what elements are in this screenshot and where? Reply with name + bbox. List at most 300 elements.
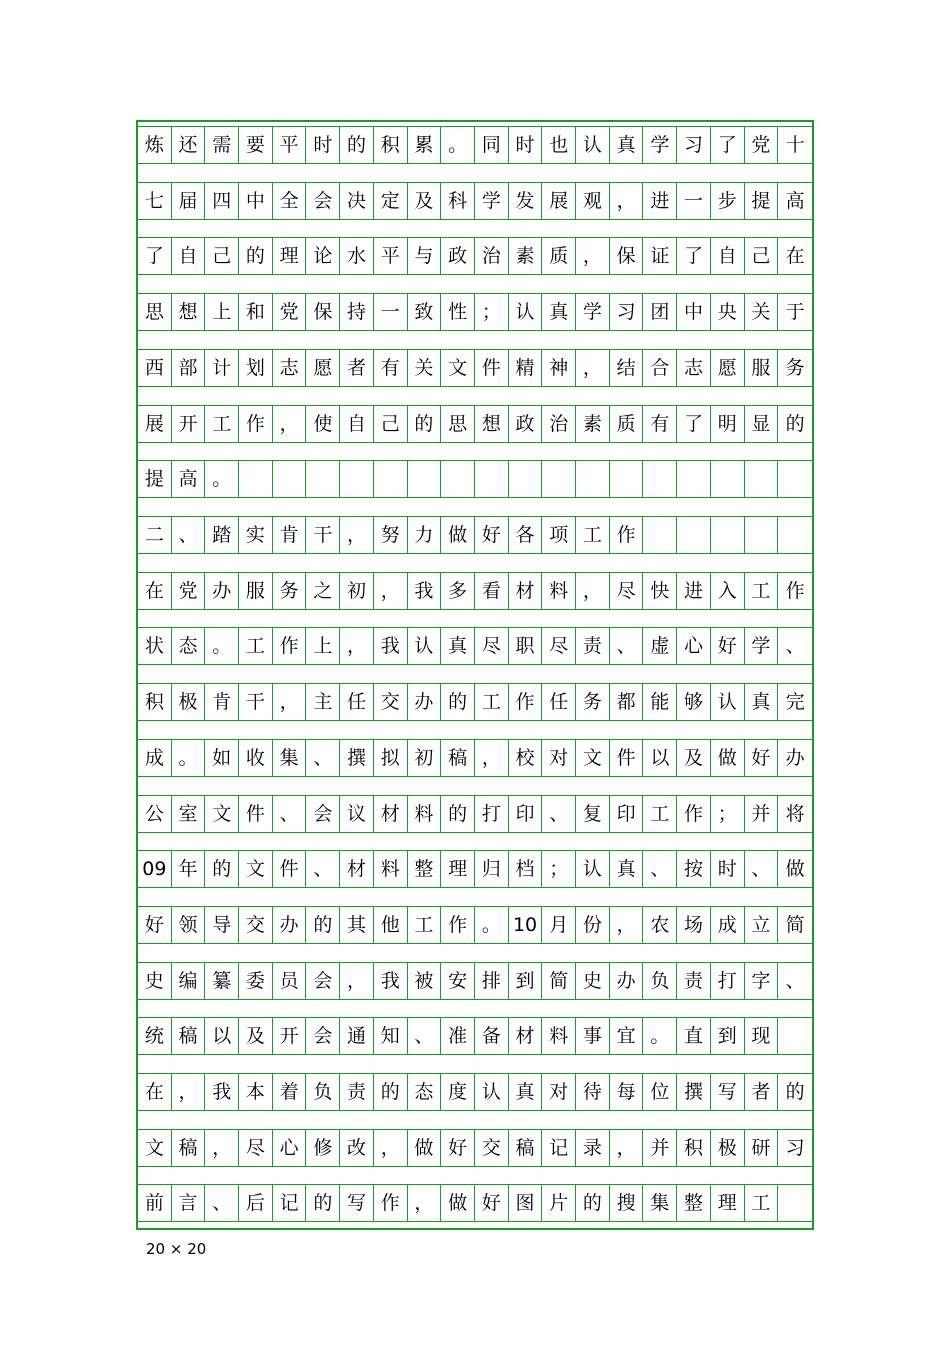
grid-cell: 对 <box>542 740 576 776</box>
grid-cell: 交 <box>374 684 408 720</box>
grid-cell: 及 <box>408 183 442 219</box>
grid-cell: 科 <box>441 183 475 219</box>
grid-cell: 平 <box>273 127 307 163</box>
grid-cell: 事 <box>576 1018 610 1054</box>
grid-cell <box>610 461 644 497</box>
grid-cell: 上 <box>205 294 239 330</box>
grid-cell: 任 <box>340 684 374 720</box>
grid-cell: 极 <box>172 684 206 720</box>
grid-cell: 并 <box>745 796 779 832</box>
grid-cell: 稿 <box>172 1130 206 1166</box>
grid-cell: 党 <box>745 127 779 163</box>
grid-cell: 修 <box>307 1130 341 1166</box>
grid-cell: 做 <box>785 858 805 880</box>
grid-cell: 、 <box>542 796 576 832</box>
grid-cell: 时 <box>509 127 543 163</box>
grid-cell: 心 <box>677 628 711 664</box>
grid-row <box>138 1073 812 1111</box>
grid-cell: 。 <box>644 1018 678 1054</box>
grid-row <box>138 126 812 164</box>
grid-cell: 自 <box>340 406 374 442</box>
grid-cell: 、 <box>745 851 779 887</box>
grid-cell <box>677 517 711 553</box>
grid-cell: 有 <box>644 406 678 442</box>
grid-cell: 以 <box>205 1018 239 1054</box>
grid-cell: ， <box>610 183 644 219</box>
grid-cell: 真 <box>509 1074 543 1110</box>
grid-cell: 二 <box>138 517 172 553</box>
grid-cell: 结 <box>610 350 644 386</box>
grid-cell: 印 <box>610 796 644 832</box>
grid-cell: 学 <box>576 294 610 330</box>
grid-cell: 我 <box>374 963 408 999</box>
grid-cell: 10 <box>509 907 543 943</box>
grid-cell: 文 <box>441 350 475 386</box>
grid-cell: 。 <box>475 907 509 943</box>
grid-cell: 工 <box>644 796 678 832</box>
grid-cell: 工 <box>576 517 610 553</box>
grid-cell: 各 <box>509 517 543 553</box>
grid-cell: ， <box>340 963 374 999</box>
grid-row <box>138 739 812 777</box>
grid-cell: 宜 <box>610 1018 644 1054</box>
grid-cell: 务 <box>576 684 610 720</box>
grid-cell: ， <box>576 573 610 609</box>
grid-cell: 提 <box>138 461 172 497</box>
grid-cell <box>745 517 779 553</box>
grid-cell: 思 <box>138 294 172 330</box>
grid-cell: 定 <box>374 183 408 219</box>
grid-cell: 收 <box>239 740 273 776</box>
grid-cell: 编 <box>172 963 206 999</box>
grid-cell: 务 <box>273 573 307 609</box>
grid-cell: 的 <box>239 238 273 274</box>
grid-cell: 的 <box>408 406 442 442</box>
grid-row <box>138 962 812 1000</box>
grid-cell: 全 <box>273 183 307 219</box>
grid-cell: ， <box>408 1185 442 1221</box>
grid-cell: 者 <box>340 350 374 386</box>
grid-cell: 纂 <box>205 963 239 999</box>
grid-cell: 到 <box>711 1018 745 1054</box>
grid-cell: 料 <box>542 573 576 609</box>
grid-cell: 志 <box>273 350 307 386</box>
grid-cell: 安 <box>441 963 475 999</box>
grid-cell: 致 <box>408 294 442 330</box>
grid-cell: 真 <box>610 851 644 887</box>
grid-cell: 志 <box>677 350 711 386</box>
grid-cell: 四 <box>205 183 239 219</box>
grid-cell: 工 <box>205 406 239 442</box>
grid-cell: 愿 <box>711 350 745 386</box>
grid-cell: 每 <box>610 1074 644 1110</box>
grid-cell: 提 <box>745 183 779 219</box>
grid-cell: 做 <box>711 740 745 776</box>
grid-cell: 学 <box>475 183 509 219</box>
grid-cell: 图 <box>509 1185 543 1221</box>
grid-cell: 发 <box>509 183 543 219</box>
grid-cell: ； <box>711 796 745 832</box>
grid-cell: ， <box>205 1130 239 1166</box>
grid-cell: 政 <box>441 238 475 274</box>
grid-cell: 真 <box>441 628 475 664</box>
grid-cell: 工 <box>475 684 509 720</box>
grid-cell: 直 <box>677 1018 711 1054</box>
grid-cell: 件 <box>239 796 273 832</box>
grid-cell: 、 <box>205 1185 239 1221</box>
grid-cell: 态 <box>172 628 206 664</box>
grid-cell: 成 <box>711 907 745 943</box>
grid-cell: 。 <box>205 628 239 664</box>
grid-cell: ， <box>576 350 610 386</box>
grid-cell: 精 <box>509 350 543 386</box>
grid-cell: 后 <box>239 1185 273 1221</box>
grid-cell: 治 <box>542 406 576 442</box>
grid-cell: 工 <box>745 573 779 609</box>
grid-cell: 认 <box>711 684 745 720</box>
grid-cell: 料 <box>408 796 442 832</box>
grid-cell: 件 <box>273 851 307 887</box>
grid-cell: 职 <box>509 628 543 664</box>
grid-cell: 文 <box>576 740 610 776</box>
grid-cell: 研 <box>745 1130 779 1166</box>
grid-cell <box>273 461 307 497</box>
grid-cell: 累 <box>408 127 442 163</box>
grid-cell <box>408 461 442 497</box>
grid-cell: 室 <box>172 796 206 832</box>
grid-cell: 持 <box>340 294 374 330</box>
grid-cell: 质 <box>610 406 644 442</box>
grid-row <box>138 1129 812 1167</box>
grid-cell: ， <box>374 1130 408 1166</box>
grid-cell: 干 <box>307 517 341 553</box>
grid-cell: 将 <box>785 803 805 825</box>
grid-cell: 论 <box>307 238 341 274</box>
grid-cell: ， <box>374 573 408 609</box>
grid-cell: 字 <box>745 963 779 999</box>
grid-cell: 理 <box>441 851 475 887</box>
grid-cell: 理 <box>711 1185 745 1221</box>
grid-cell: 积 <box>138 684 172 720</box>
grid-cell: 、 <box>307 851 341 887</box>
grid-cell: ， <box>273 406 307 442</box>
grid-cell: 作 <box>239 406 273 442</box>
grid-cell: 对 <box>542 1074 576 1110</box>
grid-row <box>138 405 812 443</box>
grid-cell: 的 <box>441 796 475 832</box>
grid-cell: 完 <box>785 691 805 713</box>
grid-cell: 时 <box>711 851 745 887</box>
grid-cell: 作 <box>273 628 307 664</box>
grid-cell: 统 <box>138 1018 172 1054</box>
grid-cell <box>441 461 475 497</box>
grid-cell: 中 <box>677 294 711 330</box>
grid-cell: 议 <box>340 796 374 832</box>
grid-cell: 、 <box>644 851 678 887</box>
grid-cell: 度 <box>441 1074 475 1110</box>
grid-cell: 公 <box>138 796 172 832</box>
grid-cell: 整 <box>677 1185 711 1221</box>
grid-cell: 办 <box>610 963 644 999</box>
grid-cell: 写 <box>340 1185 374 1221</box>
grid-cell: 初 <box>408 740 442 776</box>
grid-cell: 我 <box>374 628 408 664</box>
grid-cell: 力 <box>408 517 442 553</box>
grid-cell: ， <box>610 1130 644 1166</box>
grid-cell: 好 <box>711 628 745 664</box>
grid-cell: 者 <box>745 1074 779 1110</box>
grid-cell: 态 <box>408 1074 442 1110</box>
grid-cell: 需 <box>205 127 239 163</box>
grid-cell: 稿 <box>509 1130 543 1166</box>
grid-cell: 与 <box>408 238 442 274</box>
grid-cell: 成 <box>138 740 172 776</box>
grid-cell: 初 <box>340 573 374 609</box>
grid-cell: 稿 <box>441 740 475 776</box>
grid-cell: 肯 <box>273 517 307 553</box>
grid-cell: 准 <box>441 1018 475 1054</box>
grid-cell: 撰 <box>340 740 374 776</box>
grid-cell: 通 <box>340 1018 374 1054</box>
grid-cell: 如 <box>205 740 239 776</box>
grid-cell: 都 <box>610 684 644 720</box>
grid-cell: 习 <box>610 294 644 330</box>
grid-cell: 踏 <box>205 517 239 553</box>
grid-cell: 料 <box>542 1018 576 1054</box>
grid-cell <box>778 517 812 553</box>
grid-cell: 还 <box>172 127 206 163</box>
grid-cell: 自 <box>711 238 745 274</box>
grid-cell: 了 <box>677 406 711 442</box>
grid-cell: 高 <box>172 461 206 497</box>
grid-cell: 划 <box>239 350 273 386</box>
grid-cell: 及 <box>677 740 711 776</box>
grid-cell: 好 <box>138 907 172 943</box>
grid-cell: 在 <box>138 573 172 609</box>
grid-cell: 交 <box>475 1130 509 1166</box>
grid-cell: 。 <box>172 740 206 776</box>
grid-cell: 件 <box>610 740 644 776</box>
grid-cell: 显 <box>745 406 779 442</box>
grid-cell: 水 <box>340 238 374 274</box>
grid-cell: 好 <box>475 1185 509 1221</box>
grid-cell: 党 <box>172 573 206 609</box>
grid-cell: 工 <box>239 628 273 664</box>
grid-cell: 负 <box>307 1074 341 1110</box>
grid-cell: 、 <box>273 796 307 832</box>
grid-cell: 己 <box>205 238 239 274</box>
grid-cell: 想 <box>172 294 206 330</box>
grid-cell: 平 <box>374 238 408 274</box>
grid-cell: 保 <box>610 238 644 274</box>
grid-cell: 前 <box>138 1185 172 1221</box>
grid-cell: 会 <box>307 796 341 832</box>
grid-cell: 史 <box>576 963 610 999</box>
grid-cell: 档 <box>509 851 543 887</box>
grid-cell: 高 <box>785 190 805 212</box>
grid-cell: 快 <box>644 573 678 609</box>
grid-cell <box>644 517 678 553</box>
grid-cell: 做 <box>441 1185 475 1221</box>
grid-cell: 做 <box>408 1130 442 1166</box>
grid-cell: 决 <box>340 183 374 219</box>
grid-cell: 了 <box>677 238 711 274</box>
grid-cell: 尽 <box>239 1130 273 1166</box>
grid-cell: 看 <box>475 573 509 609</box>
grid-cell: 部 <box>172 350 206 386</box>
grid-cell: 关 <box>745 294 779 330</box>
grid-cell <box>745 461 779 497</box>
grid-cell: 的 <box>374 1074 408 1110</box>
grid-cell: 文 <box>205 796 239 832</box>
grid-row <box>138 349 812 387</box>
grid-cell: 极 <box>711 1130 745 1166</box>
grid-cell: 本 <box>239 1074 273 1110</box>
grid-cell: ； <box>542 851 576 887</box>
grid-cell: 理 <box>273 238 307 274</box>
grid-cell: 治 <box>475 238 509 274</box>
grid-cell: 位 <box>644 1074 678 1110</box>
grid-cell: 思 <box>441 406 475 442</box>
grid-cell: 好 <box>745 740 779 776</box>
grid-row <box>138 572 812 610</box>
grid-cell: 、 <box>785 635 805 657</box>
grid-cell: 办 <box>785 747 805 769</box>
grid-cell: 积 <box>374 127 408 163</box>
grid-cell: 开 <box>273 1018 307 1054</box>
grid-cell: 在 <box>138 1074 172 1110</box>
grid-cell: 、 <box>408 1018 442 1054</box>
grid-cell: 排 <box>475 963 509 999</box>
grid-cell: 归 <box>475 851 509 887</box>
grid-cell: 搜 <box>610 1185 644 1221</box>
grid-cell: 作 <box>785 580 805 602</box>
grid-cell: 其 <box>340 907 374 943</box>
grid-cell: 自 <box>172 238 206 274</box>
grid-cell: 的 <box>576 1185 610 1221</box>
grid-cell: 件 <box>475 350 509 386</box>
grid-cell: 被 <box>408 963 442 999</box>
grid-cell: 尽 <box>475 628 509 664</box>
grid-cell: 场 <box>677 907 711 943</box>
grid-cell: ， <box>273 684 307 720</box>
grid-row <box>138 627 812 665</box>
grid-cell <box>644 461 678 497</box>
grid-cell: 进 <box>677 573 711 609</box>
grid-cell: 、 <box>307 740 341 776</box>
grid-cell: ， <box>576 238 610 274</box>
grid-cell: 史 <box>138 963 172 999</box>
grid-cell: 责 <box>677 963 711 999</box>
grid-cell: 有 <box>374 350 408 386</box>
grid-cell <box>778 1185 812 1221</box>
grid-cell: 的 <box>307 907 341 943</box>
grid-cell: 任 <box>542 684 576 720</box>
grid-row <box>138 683 812 721</box>
grid-cell <box>509 461 543 497</box>
grid-cell: 入 <box>711 573 745 609</box>
grid-cell: 材 <box>509 573 543 609</box>
grid-cell: 材 <box>340 851 374 887</box>
grid-cell: 文 <box>138 1130 172 1166</box>
grid-cell: 责 <box>340 1074 374 1110</box>
grid-cell: 干 <box>239 684 273 720</box>
grid-cell: 学 <box>745 628 779 664</box>
grid-cell: 言 <box>172 1185 206 1221</box>
grid-cell: 委 <box>239 963 273 999</box>
grid-cell: 我 <box>408 573 442 609</box>
grid-cell: 员 <box>273 963 307 999</box>
grid-cell: 着 <box>273 1074 307 1110</box>
grid-cell <box>576 461 610 497</box>
grid-cell: 会 <box>307 963 341 999</box>
grid-cell: 之 <box>307 573 341 609</box>
grid-row <box>138 795 812 833</box>
grid-cell: 负 <box>644 963 678 999</box>
grid-cell: 真 <box>610 127 644 163</box>
grid-cell: 集 <box>644 1185 678 1221</box>
grid-cell <box>475 461 509 497</box>
grid-cell: 时 <box>307 127 341 163</box>
grid-cell: 届 <box>172 183 206 219</box>
grid-cell: 责 <box>576 628 610 664</box>
grid-cell: 政 <box>509 406 543 442</box>
grid-cell: 主 <box>307 684 341 720</box>
grid-cell: 待 <box>576 1074 610 1110</box>
grid-cell: 积 <box>677 1130 711 1166</box>
grid-cell: 会 <box>307 1018 341 1054</box>
grid-cell: 办 <box>273 907 307 943</box>
grid-cell: ， <box>172 1074 206 1110</box>
grid-cell: 月 <box>542 907 576 943</box>
grid-cell: 心 <box>273 1130 307 1166</box>
grid-cell <box>778 461 812 497</box>
grid-cell: 开 <box>172 406 206 442</box>
grid-cell: 服 <box>239 573 273 609</box>
grid-cell: 肯 <box>205 684 239 720</box>
grid-cell: 够 <box>677 684 711 720</box>
grid-cell: 工 <box>745 1185 779 1221</box>
grid-cell: 了 <box>711 127 745 163</box>
grid-cell: 整 <box>408 851 442 887</box>
grid-cell: 一 <box>374 294 408 330</box>
grid-cell: 真 <box>542 294 576 330</box>
grid-cell: 校 <box>509 740 543 776</box>
grid-cell: 上 <box>307 628 341 664</box>
grid-cell: 打 <box>711 963 745 999</box>
grid-cell: ； <box>475 294 509 330</box>
grid-cell: 工 <box>408 907 442 943</box>
grid-cell: 材 <box>374 796 408 832</box>
grid-cell: 农 <box>644 907 678 943</box>
grid-cell: 西 <box>138 350 172 386</box>
grid-row <box>138 906 812 944</box>
grid-cell: 展 <box>542 183 576 219</box>
grid-cell: 党 <box>273 294 307 330</box>
grid-cell: 、 <box>610 628 644 664</box>
grid-row <box>138 293 812 331</box>
grid-row <box>138 460 812 498</box>
grid-cell: 现 <box>745 1018 779 1054</box>
grid-cell: 会 <box>307 183 341 219</box>
grid-cell: 多 <box>441 573 475 609</box>
grid-cell: 证 <box>644 238 678 274</box>
grid-cell: 录 <box>576 1130 610 1166</box>
grid-cell: 。 <box>205 461 239 497</box>
grid-cell: 简 <box>785 914 805 936</box>
grid-cell: 交 <box>239 907 273 943</box>
grid-cell: 也 <box>542 127 576 163</box>
